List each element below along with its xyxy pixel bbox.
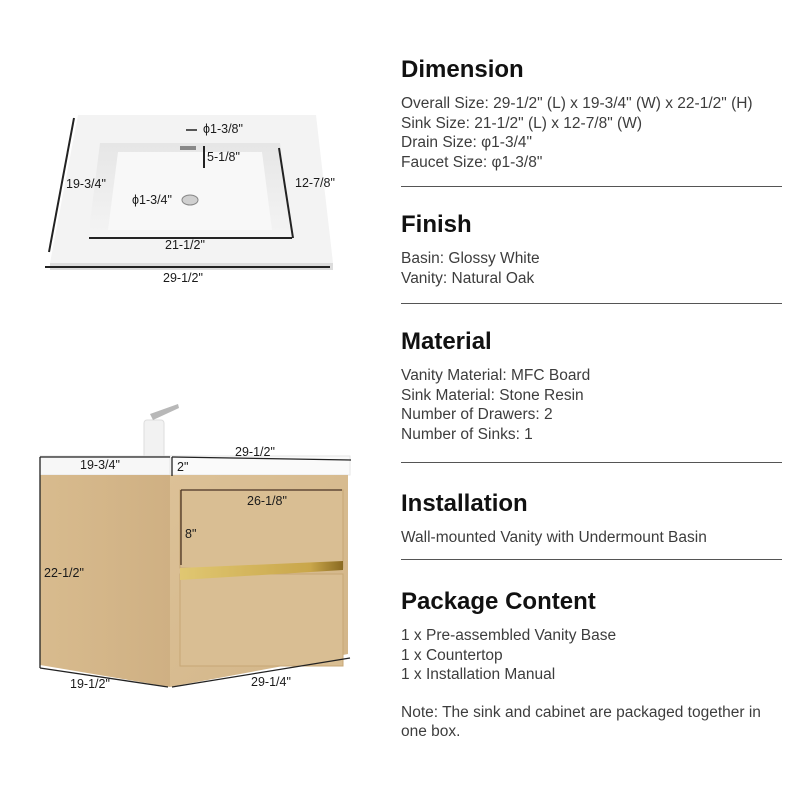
divider	[401, 462, 782, 463]
faucet-hole-label: ϕ1-3/8"	[203, 122, 243, 136]
spec-line: 1 x Pre-assembled Vanity Base	[401, 627, 617, 644]
installation-title: Installation	[401, 490, 528, 517]
overall-length-label: 29-1/2"	[163, 271, 203, 285]
top-depth-label: 19-3/4"	[80, 458, 120, 472]
spec-line: Faucet Size: φ1-3/8"	[401, 153, 543, 171]
spec-line: Overall Size: 29-1/2" (L) x 19-3/4" (W) x 22-1/2" (H)	[401, 95, 753, 112]
spec-line: Sink Material: Stone Resin	[401, 386, 584, 404]
sink-diagram	[0, 0, 380, 300]
spec-line: Vanity Material: MFC Board	[401, 367, 591, 384]
cabinet-length-label: 29-1/4"	[251, 675, 291, 689]
bowl-depth-label: 12-7/8"	[295, 176, 335, 190]
spec-line: Sink Size: 21-1/2" (L) x 12-7/8" (W)	[401, 114, 642, 132]
spec-line: 1 x Countertop	[401, 646, 503, 664]
finish-title: Finish	[401, 211, 472, 238]
drain-label: ϕ1-3/4"	[132, 193, 172, 207]
material-section	[401, 328, 782, 444]
sink-depth-label: 19-3/4"	[66, 177, 106, 191]
divider	[401, 303, 782, 304]
divider	[401, 559, 782, 560]
cabinet-depth-label: 19-1/2"	[70, 677, 110, 691]
installation-section	[401, 490, 782, 548]
overflow-depth-label: 5-1/8"	[207, 150, 240, 164]
dimension-section	[401, 56, 782, 172]
spec-line: Drain Size: φ1-3/4"	[401, 134, 532, 151]
material-title: Material	[401, 328, 492, 355]
package-title: Package Content	[401, 588, 596, 615]
spec-line: Wall-mounted Vanity with Undermount Basin	[401, 529, 707, 546]
package-note: Note: The sink and cabinet are packaged together in one box.	[401, 703, 761, 740]
top-thickness-label: 2"	[177, 460, 189, 474]
dimension-title: Dimension	[401, 56, 524, 83]
spec-line: Number of Sinks: 1	[401, 425, 533, 443]
top-length-label: 29-1/2"	[235, 445, 275, 459]
drawer-height-label: 8"	[185, 527, 197, 541]
spec-line: Number of Drawers: 2	[401, 406, 553, 423]
bowl-length-label: 21-1/2"	[165, 238, 205, 252]
divider	[401, 186, 782, 187]
finish-section	[401, 211, 782, 288]
package-section	[401, 588, 782, 742]
drawer-width-label: 26-1/8"	[247, 494, 287, 508]
height-label: 22-1/2"	[44, 566, 84, 580]
sink-top-illustration	[0, 0, 380, 300]
vanity-illustration	[0, 390, 380, 710]
spec-line: 1 x Installation Manual	[401, 666, 556, 683]
spec-line: Vanity: Natural Oak	[401, 269, 535, 287]
spec-line: Basin: Glossy White	[401, 250, 540, 267]
vanity-diagram	[0, 390, 380, 710]
